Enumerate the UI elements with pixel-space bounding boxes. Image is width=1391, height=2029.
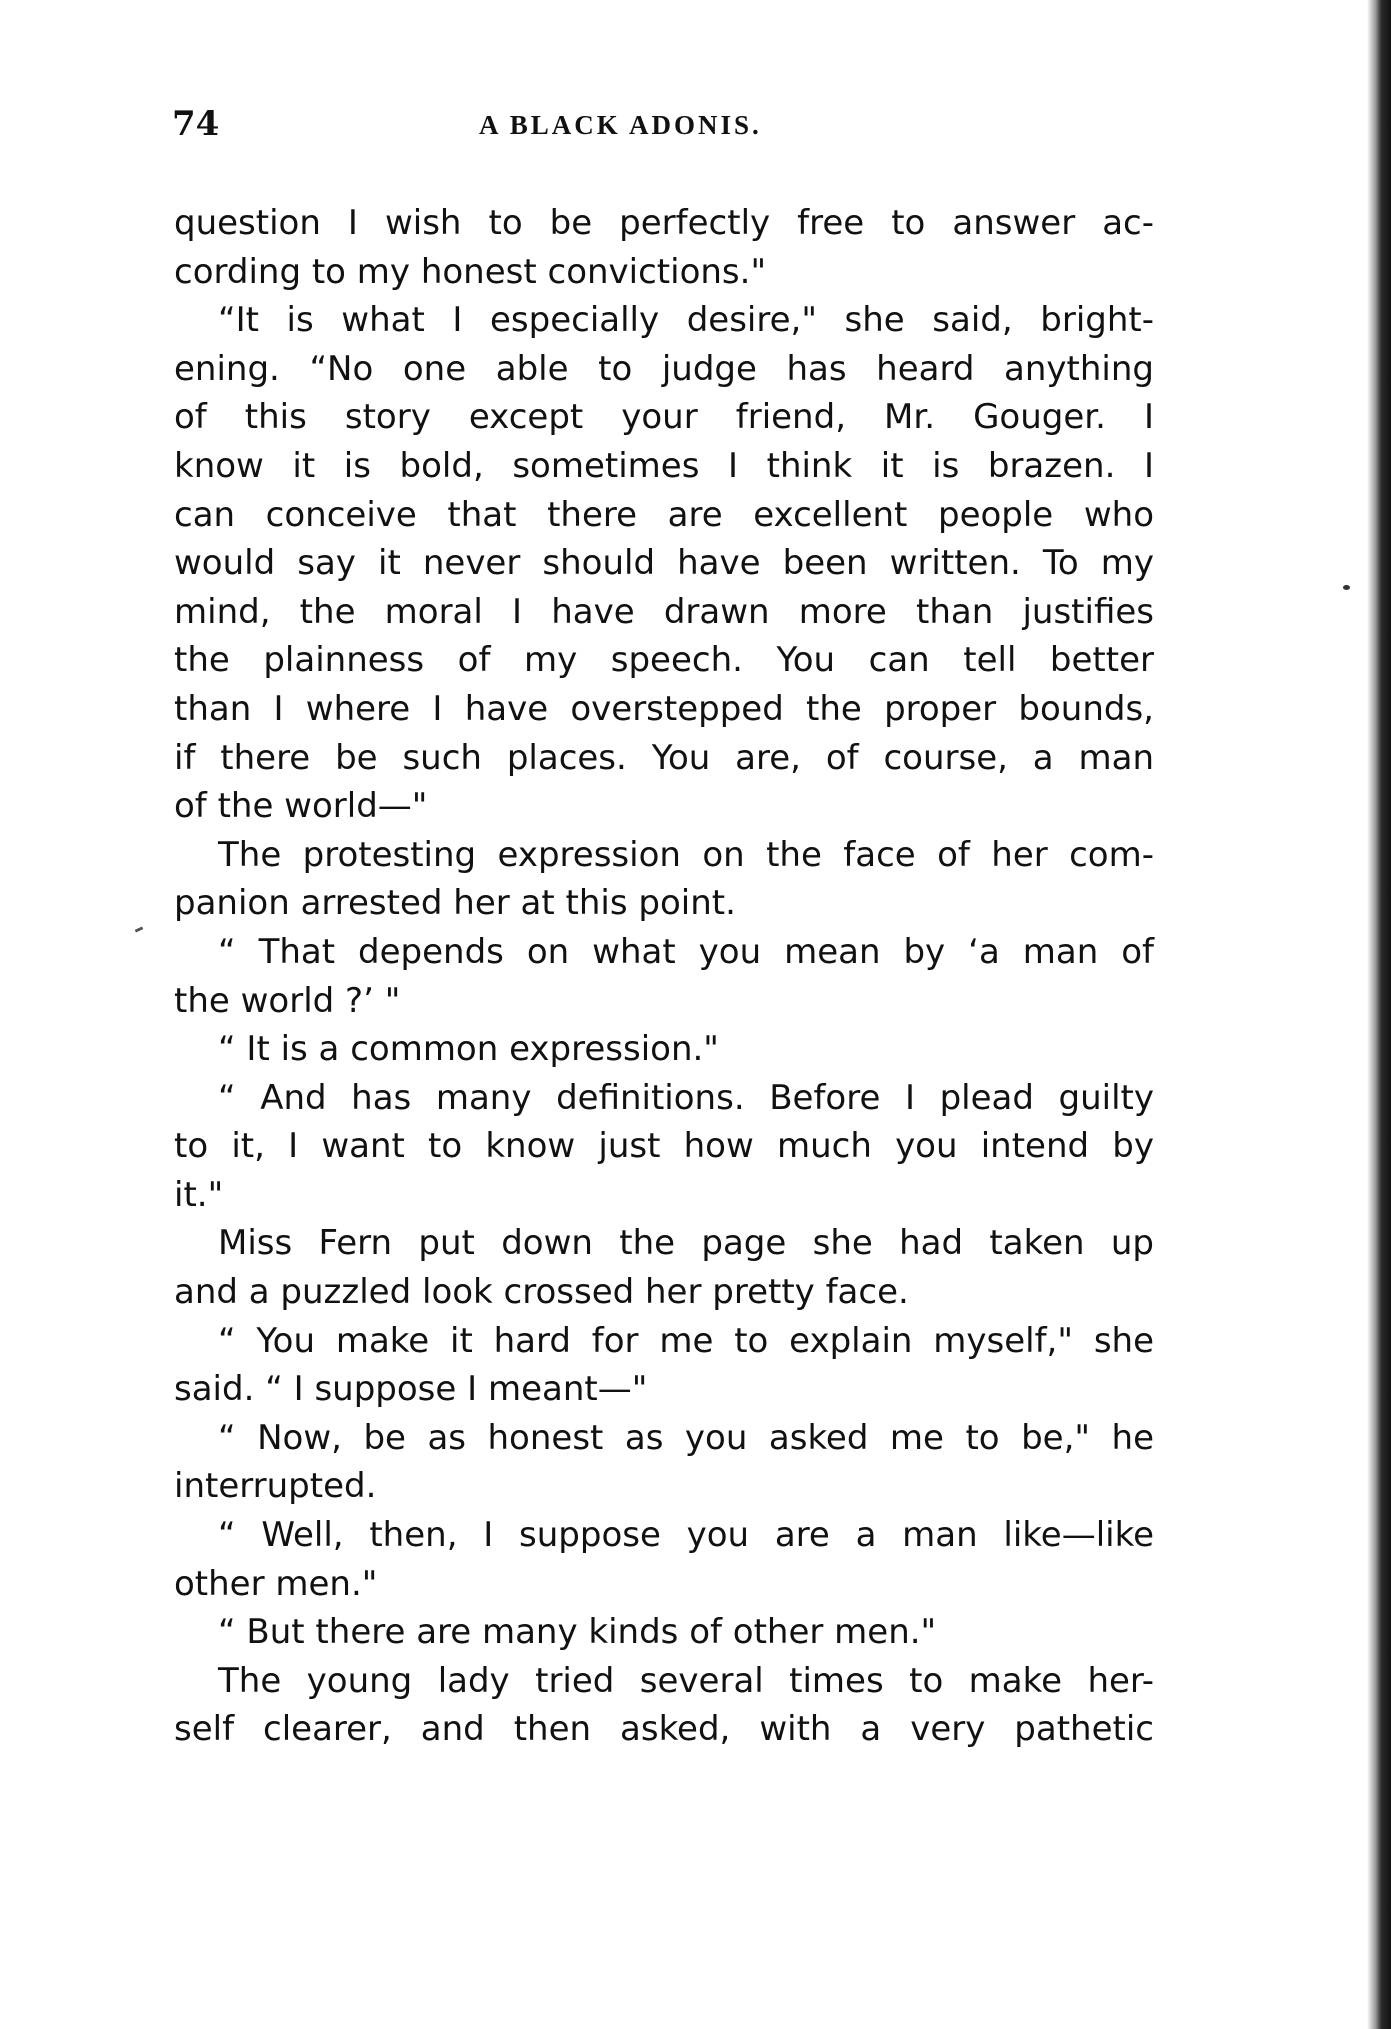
page-binding-edge <box>1367 0 1391 2029</box>
body-text <box>174 199 1154 1754</box>
text-line: than I where I have overstepped the proper bounds, <box>174 688 1154 729</box>
page-header <box>172 104 1172 154</box>
text-line: know it is bold, sometimes I think it is brazen. I <box>174 445 1154 486</box>
text-line: can conceive that there are excellent people who <box>174 494 1154 535</box>
text-line: “ But there are many kinds of other men." <box>218 1612 937 1653</box>
text-line: of the world—" <box>174 786 428 827</box>
text-line: “ And has many definitions. Before I plead guilty <box>218 1077 1154 1118</box>
text-line: other men." <box>174 1563 378 1604</box>
text-line: cording to my honest convictions." <box>174 251 767 292</box>
edge-ink-speck <box>1343 585 1350 590</box>
text-line: to it, I want to know just how much you intend by <box>174 1126 1154 1167</box>
text-line: said. “ I suppose I meant—" <box>174 1369 648 1410</box>
text-line: “ That depends on what you mean by ‘a man of <box>218 931 1154 972</box>
text-line: the plainness of my speech. You can tell better <box>174 640 1154 681</box>
text-line: question I wish to be perfectly free to answer ac- <box>174 203 1154 243</box>
text-line: self clearer, and then asked, with a very pathetic <box>174 1709 1154 1750</box>
text-line: “ Now, be as honest as you asked me to be," he <box>218 1417 1154 1458</box>
text-line: and a puzzled look crossed her pretty face. <box>174 1272 909 1313</box>
text-line: interrupted. <box>174 1466 377 1507</box>
text-line: “ Well, then, I suppose you are a man like—like <box>218 1515 1154 1556</box>
text-line: it." <box>174 1174 224 1215</box>
text-line: mind, the moral I have drawn more than justifies <box>174 591 1154 632</box>
text-line: of this story except your friend, Mr. Gouger. I <box>174 397 1154 438</box>
text-line: if there be such places. You are, of course, a man <box>174 737 1154 778</box>
margin-ink-mark <box>135 926 144 932</box>
page-number: 74 <box>172 104 220 144</box>
text-line: would say it never should have been written. To my <box>174 543 1154 584</box>
text-line: “It is what I especially desire," she said, bright- <box>218 300 1154 341</box>
text-line: Miss Fern put down the page she had taken up <box>218 1223 1154 1264</box>
text-line: The young lady tried several times to make her- <box>218 1660 1154 1701</box>
text-line: “ You make it hard for me to explain myself," she <box>218 1320 1154 1361</box>
text-line: ening. “No one able to judge has heard anything <box>174 348 1154 389</box>
text-line: The protesting expression on the face of her com- <box>218 834 1154 875</box>
text-line: “ It is a common expression." <box>218 1029 719 1070</box>
text-line: the world ?’ " <box>174 980 401 1021</box>
running-title: A BLACK ADONIS. <box>479 110 762 140</box>
text-line: panion arrested her at this point. <box>174 883 736 924</box>
